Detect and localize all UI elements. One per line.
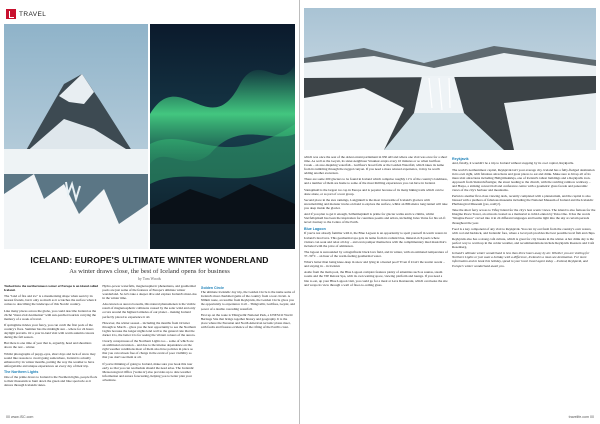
right-column-2 — [452, 155, 596, 408]
body-paragraph: If you're not already familiar with it, the Blue Lagoon is an opportunity to spoil yourself in warm waters in Iceland's tired lava. This geothermal spa gets its name from its radiant blue, mineral-rich pools where visitors can soak and relax all day – and even pamper themselves with the complimentary mud mask that's included with the price of admission. — [304, 231, 447, 248]
body-paragraph: The lagoon is surrounded by a magnificent black lava field, and in winter, with an estimated temperature of 37–39°C – an hour of the warm-feeling geothermal water. — [304, 249, 448, 258]
lead-paragraph: Tucked into the northernmost corner of Europe is an island called Iceland. — [4, 284, 98, 293]
body-paragraph: Second place in the size rankings, Langjökull is the most traversable of Iceland's glaciers with snowmobiling and monster trucks on hand to explore the surface, whilst an 800-metre long tunnel will take you deep inside the glacier. — [304, 197, 448, 211]
body-paragraph: Also known as aurora borealis, this natural phenomenon is the visible result of magnetospheric collisions caused by the solar wind and only occurs around the highest latitudes of our planet – making Iceland perfectly placed to experience it all. — [102, 302, 196, 319]
body-paragraph: The ultimate Icelandic day trip, the Golden Circle is the name some of Iceland's most cherished gems of the country from a tour circuit. A 300km route, accessible from Reykjavik, the Golden Circle gives you the opportunity to experience it all – Thingvellir, Gullfoss, Geysir, and power of a double cascading waterfall. — [200, 290, 295, 311]
left-column-3 — [201, 284, 295, 408]
right-page — [300, 0, 600, 424]
body-paragraph: Whilst photographs of puppy-eyes, short days and lack of snow may sound like reasons to avoid going somewhere, Iceland is actually enhanced by its winter months, putting the way the weather to have unforgettable and unique experiences on every day of their trip. — [4, 351, 96, 368]
body-paragraph: And if you plan to get it enough, Sólheimajökull is prime for glacier walks and ice climbs, whilst Snæfellsjökull has been the inspiration for countless poems and artists, including Jules Verne for his sci-fi novel Journey to the Centre of the Earth. — [304, 212, 446, 225]
body-paragraph: The world's northernmost capital, Reykjavík isn't your average city. Iceland has a fully-fledged destination in its own right, with fabulous attractions and great places to eat and drink. Make sure to hit up all of its must-visit attractions including Hallgrímskirkja, one of Iceland's tallest buildings and a Reykjavík icon. Approach from Skólavörðustígur, the street leading to the church, with the swirling rainbow walkway – and Harpa, a striking concert hall and conference centre with a geometric glass facade and panoramic views of the city's harbour and mountains. — [452, 167, 595, 192]
left-column-1 — [4, 284, 98, 408]
subheading-northern-lights: The Northern Lights — [4, 369, 39, 374]
body-paragraph: There are some 200 glaciers to be found in Iceland which comprise roughly 11% of the country's landmass, and a number of them are home to some of the most thrilling experiences you can have in Iceland. — [304, 177, 448, 186]
section-header — [6, 8, 46, 20]
subheading-golden-circle: Golden Circle — [200, 285, 225, 290]
body-paragraph: Perlan is another first-class viewing deck, recently completed with a planetarium, and the capital is also blessed with a plethora of fabulous museums including the National Museum of Iceland and the Icelandic Phallological Museum (yes, really!). — [452, 194, 594, 207]
body-paragraph: Like many places across the globe, you could describe Iceland as the cliché "must-visit destination" with sun-parched tourists carrying the memory of a week of travel. — [4, 308, 97, 321]
right-folio: travelife.com 00 — [568, 415, 594, 419]
subheading-blue-lagoon: Blue Lagoon — [304, 226, 326, 231]
article-deck: As winter draws close, the best of Iceland opens for business — [69, 268, 230, 275]
waterfall-photo — [304, 8, 596, 150]
body-paragraph: But there is one time of year that is, arguably, head and shoulders above the rest – winter. — [4, 341, 92, 350]
left-folio: 00 www.ISC.com — [6, 415, 34, 419]
left-text-columns — [4, 284, 295, 408]
article-byline: by Tom Woods — [138, 277, 161, 281]
left-column-2 — [102, 284, 196, 408]
body-paragraph: which was once the seat of the oldest extant parliament in 930 AD and where one visit was once for a short time. As well as the Geysir, its sister-neighbour Strokkur erupts every 10 minutes or so when Gullfoss Creek – an awe-inspiring waterfall... Gullfoss's broad falls or the Golden Waterfall, which takes its name from its tumbling through the rugged canyon. If you need a more relaxed experience, it may be worth adding another excursion. — [304, 155, 448, 176]
body-paragraph: Food is a key component of any visit to Reykjavík. You can try out fresh from the country's own waters, with cod and haddock, and Icelandic fare, where a local pub provides the best possible local fish and chips. — [452, 226, 596, 235]
body-paragraph: If springtime tickles your fancy, you can catch the first pods of the country's flora. Summer has the midnight sun – where for 24 hours daylight prevails. Or a year in-land visit with warm autumn colours during the fall season. — [4, 322, 95, 340]
waterfall-image — [304, 8, 596, 150]
right-text-columns — [304, 155, 596, 408]
body-paragraph: What's better than being knee-deep in snow and lying in a heated pool? Even if it isn't the tourist ascent – and staying in – in Iceland. — [304, 260, 445, 269]
kirkjufell-photo — [4, 24, 148, 249]
body-paragraph: And, finally, it wouldn't be a trip to Iceland without stopping by its cool capital, Reykjavík. — [452, 161, 574, 166]
closing-paragraph: Iceland's ultimate winter wonderland is less than three hours away by air. Whether you are visiting for Northern Lights or just want a holiday with a difference, Iceland is a must-see destination. For more information and to book this holiday, speak to your local travel agent today – Iceland, Reykjavík, and Europe's winter wonderland await you. — [452, 251, 590, 268]
body-paragraph: The "land of fire and ice" is a mesmerising shape when seen by its nearest friends, but it only as much as it scratches the surface when it comes to describing the landscape of this Nordic country. — [4, 294, 97, 307]
northern-lights-photo — [150, 24, 295, 249]
body-paragraph: Reykjavík also has a strong café culture, which is great for city breaks in the winter. A hot drink day is the perfect way to warm up in the colder weather, and recommendations include Reykjavík Roasters and Café Rosenberg. — [452, 237, 595, 250]
subheading-reykjavik: Reykjavík — [452, 156, 469, 161]
right-column-1 — [304, 155, 448, 408]
section-label: TRAVEL — [19, 10, 47, 18]
body-paragraph: Vatnajökull is the largest ice cap in Europe and is popular because of its many hiking trails which can be done alone, or as part of a tour group. — [304, 187, 444, 196]
travel-section-icon — [6, 9, 16, 19]
northern-lights-image — [150, 24, 295, 249]
body-paragraph: However, the winter season – including the months from October through to March – gives you the best opportunity to see the Northern Lights because the longer nights lend well to the general rule that the darker it is, the better it is for seeing the vibrant colours of the aurora. — [102, 320, 196, 337]
body-paragraph: Hydro-power waterfalls, magnetospheric phenomena, and geothermal pools are just some of the features of Europe's ultimate winter wonderland. So let's take a deeper dive and explore Iceland's must-dos in the winter time. — [102, 284, 197, 301]
body-paragraph: Take the short ferry across to Viðey Island for the city's best scenic views. The island is also famous for the Imagine Peace Tower, an artwork created as a memorial to John Lennon by Yoko Ono. It has the words "Imagine Peace" carved into it in 24 different languages and beams light into the sky at certain periods throughout the year. — [452, 208, 596, 225]
body-paragraph: Clearly conspicuous of the Northern Lights too – some of which are an additional excursion – and due to the intense dependence on the right weather conditions most of them also have policies in place so that you can rebook free of charge in the event of poor visibility so that you don't see them at all. — [102, 339, 194, 360]
body-paragraph: If you're thinking of going to Iceland, make sure you book this tour early so that you can reschedule should the need arise. The Icelandic Meteorological Office ('vedur.is') also provides up to date weather information and aurora forecasting, helping you to better plan your adventure. — [102, 361, 194, 382]
article-headline: ICELAND: EUROPE'S ULTIMATE WINTER WONDERLAND — [30, 255, 269, 265]
body-paragraph: Aside from the main pool, the Blue Lagoon complex features plenty of amenities such as saunas, steam rooms and the VIP Retreat Spa, with its own waiting space, viewing platform and lounge. If you need a bite to eat, up your Blue Lagoon visit, you could go for a meal at Lava Restaurant, which overlooks the site and wraps its view through a wall of floor-to-ceiling glass. — [304, 270, 448, 287]
body-paragraph: First up on the route is Thingvellir National Park, a UNESCO World Heritage Site that brings together history and geography. It is the place where the Eurasian and North American tectonic plates meet, with faults and fissures evidence of the rifting of the Earth's crust. — [200, 312, 293, 329]
left-page — [0, 0, 299, 424]
body-paragraph: One of the prime draws to Iceland is the Northern lights, people flock to their thousands to hunt down the green and blue spectacle as it dances through Icelandic skies. — [4, 374, 98, 387]
kirkjufell-image — [4, 24, 148, 249]
